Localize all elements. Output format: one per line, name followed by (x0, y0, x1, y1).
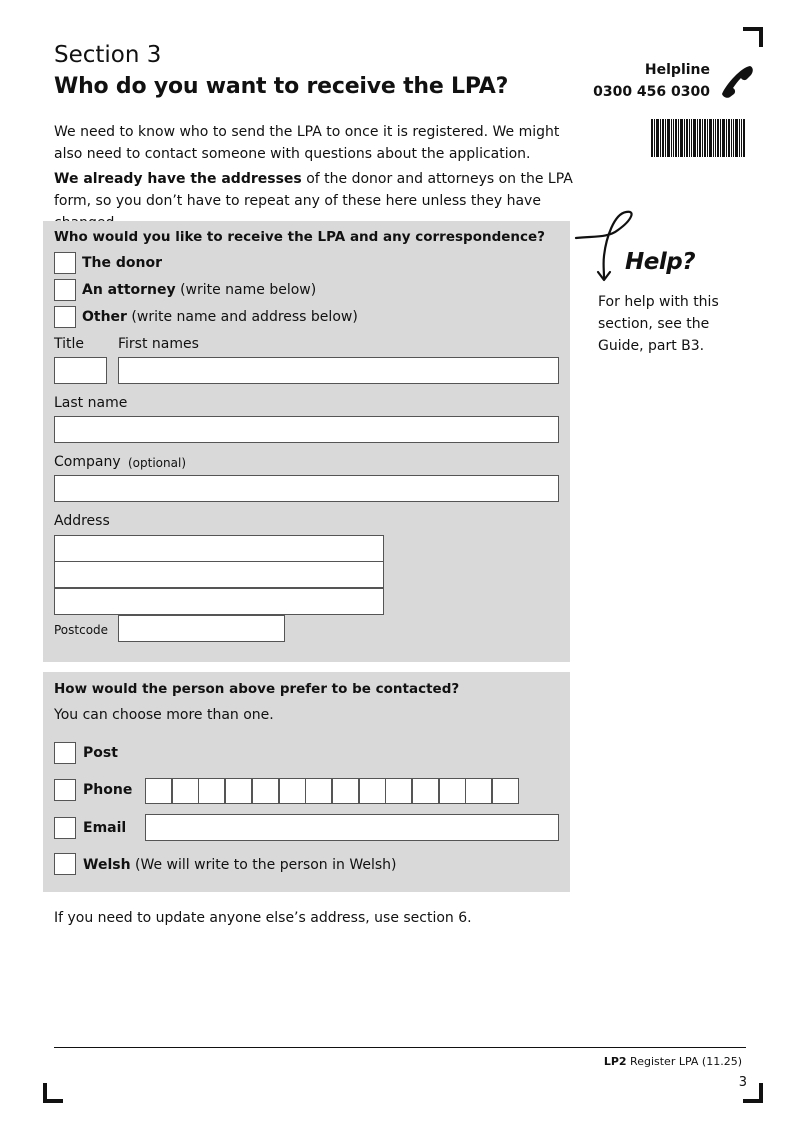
other-option-label: Other (write name and address below) (82, 309, 358, 325)
phone-option-label: Phone (83, 782, 133, 798)
postcode-label: Postcode (54, 623, 109, 637)
last-name-label: Last name (54, 395, 128, 411)
corner-mark-top-right (743, 27, 763, 47)
page-title: Who do you want to receive the LPA? (54, 74, 509, 99)
phone-digit-box[interactable] (492, 778, 519, 804)
recipient-question: Who would you like to receive the LPA and any correspondence? (54, 229, 546, 245)
phone-checkbox[interactable] (54, 779, 76, 801)
footer-note: If you need to update anyone else’s address, use section 6. (54, 910, 472, 926)
company-optional-note: (optional) (128, 456, 186, 470)
donor-option-label: The donor (82, 255, 163, 271)
donor-checkbox[interactable] (54, 252, 76, 274)
corner-mark-bottom-left (43, 1083, 63, 1103)
title-label: Title (54, 336, 85, 352)
barcode-image (651, 119, 745, 157)
other-checkbox[interactable] (54, 306, 76, 328)
page-number: 3 (738, 1075, 747, 1090)
phone-digit-box[interactable] (332, 778, 359, 804)
welsh-option-label: Welsh (We will write to the person in Welsh) (83, 857, 397, 873)
phone-digit-box[interactable] (439, 778, 466, 804)
phone-digit-box[interactable] (359, 778, 386, 804)
phone-digit-box[interactable] (412, 778, 439, 804)
attorney-checkbox[interactable] (54, 279, 76, 301)
email-checkbox[interactable] (54, 817, 76, 839)
form-reference: LP2 Register LPA (11.25) (603, 1055, 742, 1068)
intro-rest: of the donor and attorneys on the LPA form, so you don’t have to repeat any of these here unless they have (54, 171, 573, 209)
company-field[interactable] (54, 475, 559, 502)
post-checkbox[interactable] (54, 742, 76, 764)
first-names-field[interactable] (118, 357, 559, 384)
title-field[interactable] (54, 357, 107, 384)
phone-digit-box[interactable] (305, 778, 332, 804)
section-label: Section 3 (54, 42, 162, 68)
company-label: Company (54, 454, 121, 470)
phone-digit-box[interactable] (465, 778, 492, 804)
phone-digit-box[interactable] (172, 778, 199, 804)
phone-digit-box[interactable] (225, 778, 252, 804)
welsh-checkbox[interactable] (54, 853, 76, 875)
first-names-label: First names (118, 336, 199, 352)
intro-paragraph: We need to know who to send the LPA to once it is registered. We might also need to contact someone with questions about the application. (54, 124, 560, 162)
phone-icon (720, 63, 756, 99)
footer-divider (54, 1047, 746, 1048)
helpline-label: Helpline (644, 62, 710, 78)
phone-digit-box[interactable] (279, 778, 306, 804)
phone-digit-box[interactable] (198, 778, 225, 804)
helpline-number: 0300 456 0300 (593, 84, 710, 100)
address-label: Address (54, 513, 110, 529)
help-text: For help with this section, see the Guide, part B3. (598, 294, 719, 354)
attorney-option-label: An attorney (write name below) (82, 282, 317, 298)
phone-digit-box[interactable] (385, 778, 412, 804)
help-arrow-icon (574, 208, 644, 288)
address-line-2-field[interactable] (54, 561, 384, 588)
phone-digit-box[interactable] (252, 778, 279, 804)
address-line-1-field[interactable] (54, 535, 384, 562)
contact-question: How would the person above prefer to be contacted? (54, 681, 460, 697)
email-field[interactable] (145, 814, 559, 841)
help-title: Help? (625, 249, 696, 275)
phone-digit-box[interactable] (145, 778, 172, 804)
postcode-field[interactable] (118, 615, 285, 642)
email-option-label: Email (83, 820, 127, 836)
last-name-field[interactable] (54, 416, 559, 443)
intro-emphasis: We already have the addresses (54, 171, 302, 187)
post-option-label: Post (83, 745, 118, 761)
address-line-3-field[interactable] (54, 588, 384, 615)
contact-hint: You can choose more than one. (54, 707, 274, 723)
